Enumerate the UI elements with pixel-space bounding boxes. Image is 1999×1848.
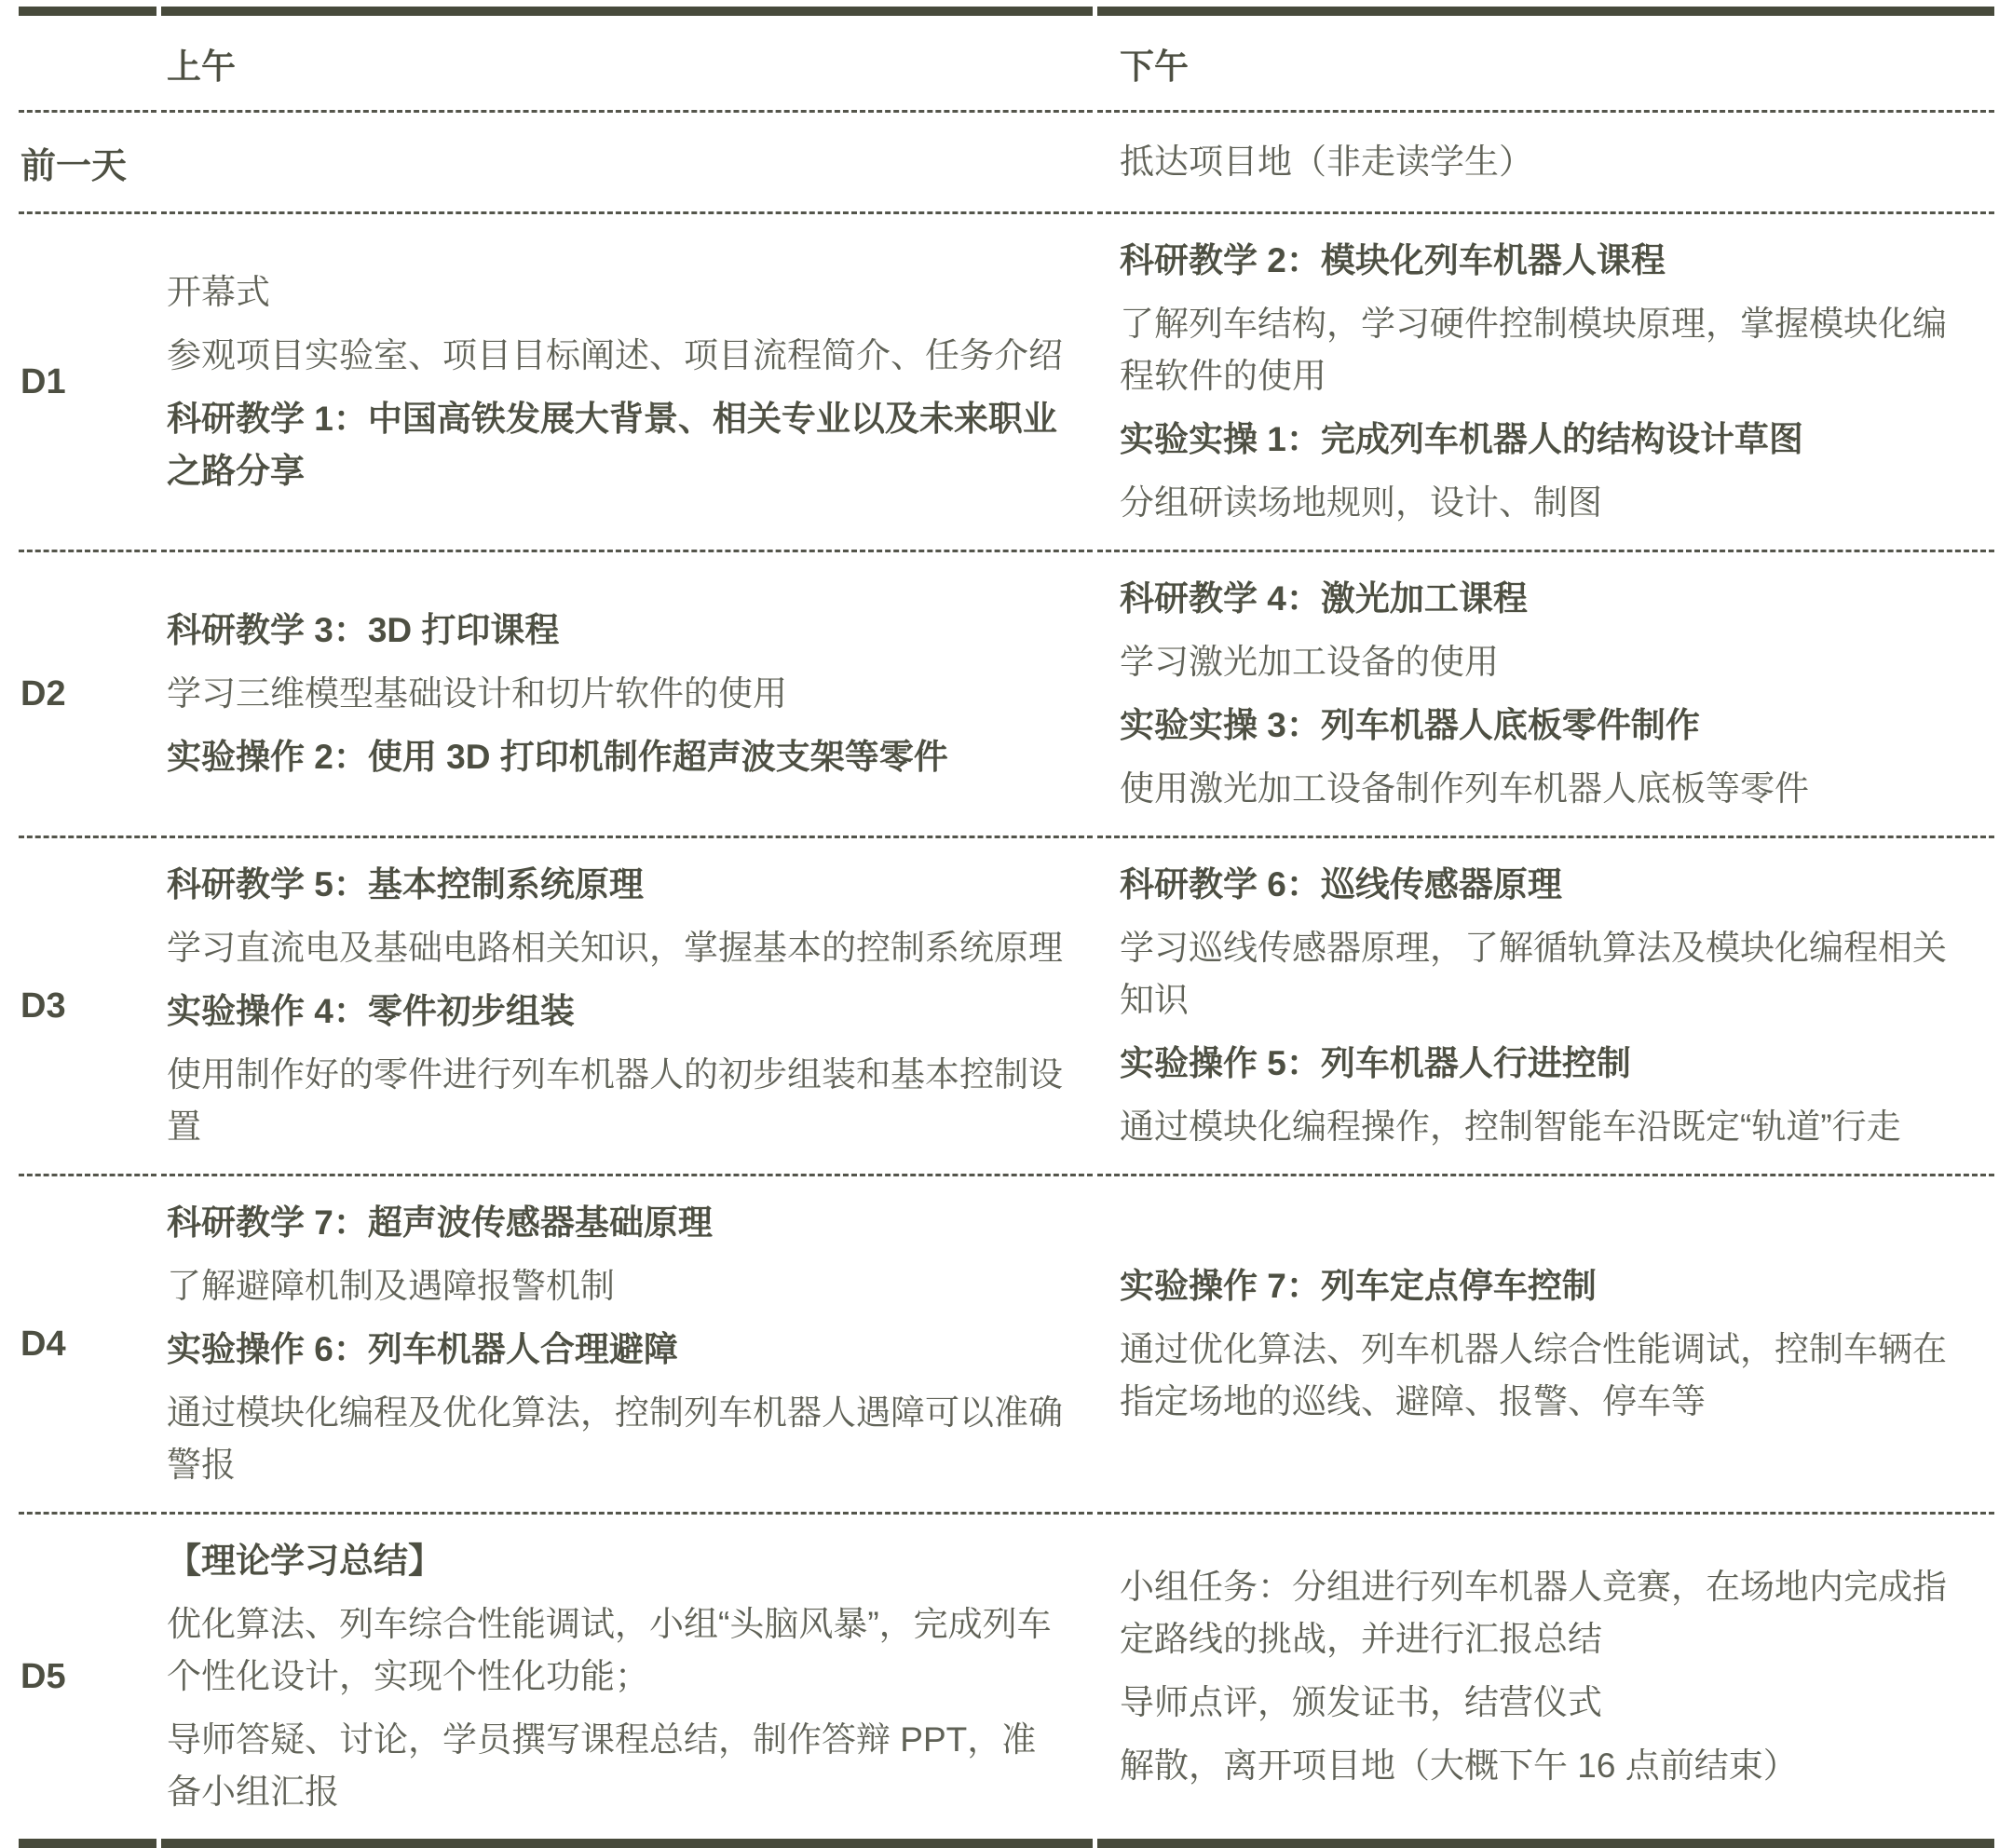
session-title: 实验实操 1：完成列车机器人的结构设计草图	[1120, 420, 1803, 458]
row-label-d1: D1	[19, 211, 156, 550]
session-title: 实验操作 6：列车机器人合理避障	[167, 1330, 678, 1368]
session-description: 通过模块化编程操作，控制智能车沿既定“轨道”行走	[1120, 1107, 1901, 1146]
row-label-d5: D5	[19, 1512, 156, 1848]
session-description: 学习三维模型基础设计和切片软件的使用	[167, 674, 787, 713]
header-row	[19, 7, 1994, 110]
session-description: 导师点评，颁发证书，结营仪式	[1120, 1683, 1602, 1721]
schedule-row-d1	[19, 211, 1994, 550]
row-label-prev-day: 前一天	[19, 110, 156, 211]
session-description: 抵达项目地（非走读学生）	[1120, 143, 1533, 181]
session-description: 通过模块化编程及优化算法，控制列车机器人遇障可以准确警报	[167, 1393, 1063, 1484]
session-description: 参观项目实验室、项目目标阐述、项目流程简介、任务介绍	[167, 336, 1063, 374]
session-description: 优化算法、列车综合性能调试，小组“头脑风暴”，完成列车个性化设计，实现个性化功能；	[167, 1605, 1052, 1695]
d1-afternoon-cell	[1097, 211, 1994, 550]
session-description: 学习巡线传感器原理，了解循轨算法及模块化编程相关知识	[1120, 929, 1947, 1019]
schedule-row-d4	[19, 1174, 1994, 1512]
session-title: 【理论学习总结】	[167, 1542, 442, 1580]
prev-day-afternoon-cell	[1097, 110, 1994, 211]
d3-morning-cell	[161, 836, 1093, 1174]
d4-morning-cell	[161, 1174, 1093, 1512]
session-title: 科研教学 5：基本控制系统原理	[167, 865, 644, 904]
schedule-row-d3	[19, 836, 1994, 1174]
session-title: 科研教学 3：3D 打印课程	[167, 611, 560, 649]
session-description: 学习直流电及基础电路相关知识，掌握基本的控制系统原理	[167, 929, 1063, 967]
session-description: 了解避障机制及遇障报警机制	[167, 1267, 615, 1305]
schedule-row-d2	[19, 550, 1994, 836]
session-title: 实验操作 5：列车机器人行进控制	[1120, 1044, 1631, 1082]
session-description: 小组任务：分组进行列车机器人竞赛，在场地内完成指定路线的挑战，并进行汇报总结	[1120, 1568, 1947, 1658]
session-description: 使用激光加工设备制作列车机器人底板等零件	[1120, 769, 1809, 808]
session-title: 科研教学 2：模块化列车机器人课程	[1120, 241, 1666, 279]
session-title: 实验操作 2：使用 3D 打印机制作超声波支架等零件	[167, 738, 948, 776]
session-description: 解散，离开项目地（大概下午 16 点前结束）	[1120, 1746, 1798, 1785]
d1-morning-cell	[161, 211, 1093, 550]
d5-afternoon-cell	[1097, 1512, 1994, 1848]
schedule-row-d5	[19, 1512, 1994, 1848]
row-label-d2: D2	[19, 550, 156, 836]
d2-afternoon-cell	[1097, 550, 1994, 836]
session-title: 科研教学 1：中国高铁发展大背景、相关专业以及未来职业之路分享	[167, 400, 1057, 490]
header-afternoon: 下午	[1097, 7, 1994, 110]
session-description: 学习激光加工设备的使用	[1120, 643, 1499, 681]
session-description: 导师答疑、讨论，学员撰写课程总结，制作答辩 PPT，准备小组汇报	[167, 1720, 1037, 1811]
session-title: 实验操作 7：列车定点停车控制	[1120, 1267, 1597, 1305]
schedule-header	[19, 7, 1994, 110]
row-label-d4: D4	[19, 1174, 156, 1512]
session-title: 实验操作 4：零件初步组装	[167, 992, 575, 1030]
session-title: 科研教学 6：巡线传感器原理	[1120, 865, 1562, 904]
session-title: 科研教学 4：激光加工课程	[1120, 579, 1528, 618]
session-description: 通过优化算法、列车机器人综合性能调试，控制车辆在指定场地的巡线、避障、报警、停车等	[1120, 1330, 1947, 1420]
session-title: 实验实操 3：列车机器人底板零件制作	[1120, 706, 1700, 744]
session-description: 开幕式	[167, 273, 270, 311]
session-title: 科研教学 7：超声波传感器基础原理	[167, 1203, 713, 1242]
schedule-table	[14, 7, 1999, 1848]
header-morning: 上午	[161, 7, 1093, 110]
d2-morning-cell	[161, 550, 1093, 836]
session-description: 使用制作好的零件进行列车机器人的初步组装和基本控制设置	[167, 1055, 1063, 1146]
session-description: 分组研读场地规则，设计、制图	[1120, 483, 1602, 522]
schedule-body	[19, 110, 1994, 1848]
header-label-spacer	[19, 7, 156, 110]
d4-afternoon-cell	[1097, 1174, 1994, 1512]
session-description: 了解列车结构，学习硬件控制模块原理，掌握模块化编程软件的使用	[1120, 305, 1947, 395]
row-label-d3: D3	[19, 836, 156, 1174]
d5-morning-cell	[161, 1512, 1093, 1848]
schedule-row-prev-day	[19, 110, 1994, 211]
d3-afternoon-cell	[1097, 836, 1994, 1174]
prev-day-morning-cell	[161, 110, 1093, 211]
